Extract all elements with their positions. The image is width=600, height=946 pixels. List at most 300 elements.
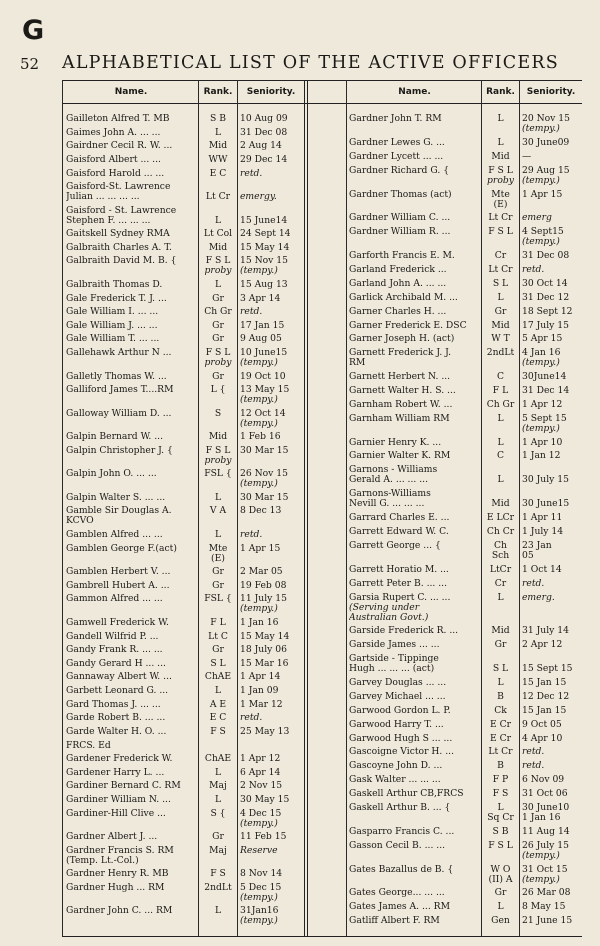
officer-name bbox=[349, 747, 480, 757]
officer-rank-line: Gr bbox=[212, 370, 224, 382]
officer-rank bbox=[482, 451, 519, 461]
officer-rank bbox=[482, 190, 519, 210]
officer-rank bbox=[482, 734, 519, 744]
officer-rank bbox=[482, 279, 519, 289]
section-letter: G bbox=[22, 15, 45, 46]
officer-rank-line: Ck bbox=[494, 704, 507, 716]
officer-name-line: (Serving under bbox=[349, 601, 420, 613]
officer-name bbox=[66, 869, 197, 879]
officer-rank-line: F S L bbox=[205, 347, 231, 359]
officer-name-line: Gamblen George F.(act) bbox=[66, 543, 177, 554]
officer-seniority-line: (tempy.) bbox=[240, 265, 278, 277]
header-name-left: Name. bbox=[114, 87, 148, 97]
officer-name bbox=[349, 803, 480, 813]
officer-seniority bbox=[240, 493, 304, 503]
officer-rank bbox=[199, 659, 237, 669]
officer-name-line: Gaisford Harold ... ... bbox=[66, 168, 165, 179]
officer-seniority bbox=[240, 348, 304, 368]
officer-seniority bbox=[522, 279, 582, 289]
officer-name-line: Gammon Alfred ... ... bbox=[66, 594, 163, 605]
officer-rank-line: V A bbox=[209, 505, 227, 517]
officer-rank bbox=[482, 888, 519, 898]
officer-seniority bbox=[522, 761, 582, 771]
officer-seniority-line: 31 Dec 14 bbox=[522, 385, 570, 396]
officer-seniority bbox=[522, 138, 582, 148]
officer-name-line: Australian Govt.) bbox=[349, 611, 429, 623]
officer-name bbox=[66, 243, 197, 253]
officer-name bbox=[349, 841, 480, 851]
officer-name-line: Gannaway Albert W. ... bbox=[66, 672, 172, 683]
officer-seniority bbox=[522, 489, 582, 509]
officer-seniority bbox=[522, 321, 582, 331]
officer-rank-line: Lt Col bbox=[203, 228, 233, 240]
officer-name-line: Garwood Gordon L. P. bbox=[349, 705, 451, 716]
officer-name-line: Garside Frederick R. ... bbox=[349, 626, 459, 637]
officer-name bbox=[349, 692, 480, 702]
officer-name-line: KCVO bbox=[66, 515, 94, 527]
officer-rank bbox=[199, 768, 237, 778]
officer-seniority bbox=[522, 227, 582, 247]
officer-seniority bbox=[522, 902, 582, 912]
officer-rank-line: F S bbox=[210, 725, 226, 737]
officer-seniority bbox=[522, 654, 582, 674]
officer-name bbox=[66, 141, 197, 151]
officer-name-line: Gandy Frank R. ... ... bbox=[66, 645, 163, 656]
officer-name bbox=[349, 348, 480, 368]
officer-name-line: Galletly Thomas W. ... bbox=[66, 371, 167, 382]
officer-seniority-line: 1 Mar 12 bbox=[240, 698, 283, 710]
officer-name-line: Gandy Gerard H ... ... bbox=[66, 658, 166, 669]
officer-seniority bbox=[240, 469, 304, 489]
officer-seniority-line: 26 Mar 08 bbox=[522, 887, 571, 899]
officer-rank-line: F S L bbox=[205, 255, 231, 267]
officer-rank-line: B bbox=[497, 690, 504, 702]
officer-name bbox=[349, 654, 480, 674]
officer-seniority bbox=[240, 385, 304, 405]
officer-seniority-line: 9 Oct 05 bbox=[522, 718, 562, 730]
officer-name-line: Julian ... ... ... ... bbox=[66, 191, 140, 202]
officer-rank bbox=[199, 530, 237, 540]
officer-name-line: Gardiner Bernard C. RM bbox=[66, 781, 181, 792]
officer-seniority-line: 18 Sept 12 bbox=[522, 305, 573, 317]
officer-name bbox=[349, 213, 480, 223]
officer-seniority bbox=[240, 169, 304, 179]
officer-rank bbox=[482, 654, 519, 674]
officer-seniority-line: 1 Feb 16 bbox=[240, 431, 281, 443]
officer-name bbox=[349, 734, 480, 744]
officer-rank-line: S bbox=[214, 407, 222, 419]
officer-name bbox=[66, 229, 197, 239]
officer-rank-line: W T bbox=[491, 333, 510, 345]
officer-rank-line: Ch bbox=[494, 539, 507, 551]
officer-name-line: Garsia Rupert C. ... ... bbox=[349, 592, 451, 603]
officer-name-line: Galbraith Thomas D. bbox=[66, 279, 163, 290]
officer-seniority-line: retd. bbox=[240, 306, 263, 318]
officer-seniority-line: 05 bbox=[522, 549, 534, 561]
officer-seniority bbox=[522, 213, 582, 223]
officer-name-line: Stephen F. ... ... ... bbox=[66, 214, 151, 226]
officer-seniority bbox=[522, 565, 582, 575]
officer-rank bbox=[482, 565, 519, 575]
officer-seniority-line: 8 Dec 13 bbox=[240, 505, 282, 517]
officer-rank bbox=[482, 114, 519, 124]
officer-rank bbox=[482, 152, 519, 162]
officer-seniority-line: 31 Dec 08 bbox=[522, 250, 570, 262]
officer-seniority bbox=[522, 734, 582, 744]
officer-rank-line: L bbox=[497, 136, 504, 148]
officer-name bbox=[349, 465, 480, 485]
officer-rank-line: proby bbox=[204, 454, 232, 466]
officer-name-line: Garrett Horatio M. ... bbox=[349, 564, 449, 575]
officer-name bbox=[66, 768, 197, 778]
officer-rank-line: 2ndLt bbox=[486, 347, 515, 359]
officer-rank bbox=[199, 632, 237, 642]
officer-name bbox=[66, 409, 197, 419]
officer-seniority bbox=[522, 114, 582, 134]
officer-rank bbox=[199, 795, 237, 805]
officer-rank bbox=[199, 645, 237, 655]
officer-rank bbox=[199, 832, 237, 842]
officer-rank-line: L bbox=[497, 474, 504, 486]
officer-rank bbox=[199, 741, 237, 751]
officer-name-line: Garside James ... ... bbox=[349, 640, 440, 651]
officer-rank bbox=[482, 747, 519, 757]
officer-rank-line: L bbox=[497, 677, 504, 689]
officer-seniority-line: 1 Jan 09 bbox=[240, 685, 279, 697]
officer-seniority-line: 29 Aug 15 bbox=[522, 164, 570, 176]
officer-name bbox=[66, 493, 197, 503]
officer-name-line: Garvey Michael ... ... bbox=[349, 691, 446, 702]
officer-rank-line: Gr bbox=[494, 305, 507, 317]
officer-seniority-line: 4 Jan 16 bbox=[522, 347, 561, 359]
officer-rank-line: Mid bbox=[208, 140, 228, 152]
officer-seniority bbox=[240, 128, 304, 138]
officer-name-line: Gandell Wilfrid P. ... bbox=[66, 631, 159, 642]
officer-seniority-line: (tempy.) bbox=[522, 849, 560, 861]
officer-rank-line: C bbox=[496, 371, 505, 383]
officer-seniority bbox=[240, 294, 304, 304]
officer-seniority bbox=[522, 334, 582, 344]
officer-seniority-line: 31 Dec 12 bbox=[522, 291, 570, 303]
officer-rank bbox=[482, 251, 519, 261]
officer-seniority bbox=[240, 659, 304, 669]
officer-name-line: Gardner Henry R. MB bbox=[66, 869, 169, 880]
officer-rank-line: L bbox=[214, 214, 222, 226]
officer-rank-line: 2ndLt bbox=[204, 881, 232, 893]
officer-seniority-line: 23 Jan bbox=[522, 539, 552, 551]
officer-name bbox=[66, 594, 197, 604]
officer-name-line: Gardner Albert J. ... bbox=[66, 832, 158, 843]
officer-seniority bbox=[522, 293, 582, 303]
officer-seniority bbox=[240, 256, 304, 276]
officer-name bbox=[66, 155, 197, 165]
header-bottom-rule bbox=[62, 103, 582, 104]
officer-rank-line: Gr bbox=[212, 831, 224, 843]
officer-name bbox=[349, 593, 480, 623]
officer-seniority-line: 30 June09 bbox=[522, 136, 570, 148]
officer-name bbox=[66, 321, 197, 331]
officer-seniority-line: 31 Dec 08 bbox=[240, 126, 288, 138]
officer-name bbox=[66, 334, 197, 344]
officer-name bbox=[349, 227, 480, 237]
officer-seniority bbox=[522, 152, 582, 162]
officer-name bbox=[349, 152, 480, 162]
officer-seniority bbox=[522, 386, 582, 396]
officer-name-line: Gairdner Cecil R. W. ... bbox=[66, 141, 173, 152]
officer-seniority-line: 8 Nov 14 bbox=[240, 868, 283, 880]
officer-seniority-line: 1 Apr 15 bbox=[522, 188, 563, 200]
officer-name-line: Hugh ... ... ... (act) bbox=[349, 663, 435, 675]
officer-seniority-line: 15 Jan 15 bbox=[522, 704, 567, 716]
officer-name-line: Galbraith David M. B. { bbox=[66, 256, 177, 267]
officer-rank bbox=[199, 506, 237, 516]
officer-name-line: Gasparro Francis C. ... bbox=[349, 826, 455, 837]
officer-seniority-line: 18 July 06 bbox=[240, 644, 287, 656]
officer-seniority bbox=[522, 720, 582, 730]
officer-name-line: Galpin John O. ... ... bbox=[66, 469, 157, 480]
officer-seniority bbox=[240, 906, 304, 926]
officer-name bbox=[349, 307, 480, 317]
officer-seniority-line: 31 July 14 bbox=[522, 625, 569, 637]
officer-name bbox=[349, 761, 480, 771]
officer-name bbox=[66, 659, 197, 669]
officer-name bbox=[66, 727, 197, 737]
officer-rank-line: L bbox=[497, 436, 504, 448]
officer-name-line: Gardner John C. ... RM bbox=[66, 906, 173, 917]
officer-seniority bbox=[522, 451, 582, 461]
officer-seniority bbox=[240, 618, 304, 628]
officer-name bbox=[66, 645, 197, 655]
officer-name bbox=[66, 256, 197, 266]
officer-name-line: Galloway William D. ... bbox=[66, 408, 172, 419]
officer-seniority-line: (tempy.) bbox=[522, 174, 560, 186]
officer-seniority bbox=[522, 692, 582, 702]
officer-name-line: Garner Joseph H. (act) bbox=[349, 334, 455, 345]
officer-seniority-line: 1 Apr 12 bbox=[240, 753, 281, 765]
officer-seniority-line: 10 June15 bbox=[240, 347, 288, 359]
officer-seniority-line: 30 Oct 14 bbox=[522, 277, 568, 289]
seniority-divider-right bbox=[519, 80, 520, 936]
officer-seniority-line: 12 Dec 12 bbox=[522, 690, 570, 702]
officer-rank bbox=[199, 906, 237, 916]
officer-seniority-line: 8 May 15 bbox=[522, 901, 566, 913]
officer-seniority-line: 13 May 15 bbox=[240, 384, 290, 396]
officer-rank-line: F S L bbox=[488, 226, 513, 238]
officer-seniority-line: (tempy.) bbox=[522, 236, 560, 248]
officer-name bbox=[349, 513, 480, 523]
officer-seniority-line: 1 Apr 15 bbox=[240, 542, 281, 554]
officer-seniority bbox=[522, 803, 582, 823]
officer-rank bbox=[199, 280, 237, 290]
officer-rank bbox=[482, 626, 519, 636]
officer-seniority-line: 6 Nov 09 bbox=[522, 774, 565, 786]
officer-name bbox=[66, 618, 197, 628]
officer-rank bbox=[482, 227, 519, 237]
officer-name-line: Garlick Archibald M. ... bbox=[349, 292, 458, 303]
header-rank-left: Rank. bbox=[203, 87, 233, 97]
officer-rank-line: Ch Gr bbox=[204, 306, 232, 318]
officer-seniority-line: 15 Nov 15 bbox=[240, 255, 288, 267]
officer-name-line: Garnham William RM bbox=[349, 413, 450, 424]
officer-seniority bbox=[240, 182, 304, 202]
officer-name bbox=[349, 489, 480, 509]
officer-rank-line: Gr bbox=[212, 579, 224, 591]
officer-seniority bbox=[240, 869, 304, 879]
officer-name bbox=[349, 166, 480, 176]
officer-rank bbox=[482, 348, 519, 358]
officer-name-line: Galpin Christopher J. { bbox=[66, 445, 173, 456]
officer-rank-line: Gr bbox=[212, 644, 224, 656]
officer-rank-line: F L bbox=[210, 616, 226, 628]
officer-name bbox=[349, 321, 480, 331]
officer-seniority bbox=[522, 348, 582, 368]
officer-seniority-line: 2 Aug 14 bbox=[240, 140, 282, 152]
officer-rank bbox=[482, 372, 519, 382]
officer-rank bbox=[482, 865, 519, 885]
officer-name-line: Gamble Sir Douglas A. bbox=[66, 506, 172, 517]
officer-seniority bbox=[522, 438, 582, 448]
officer-name bbox=[66, 169, 197, 179]
officer-rank-line: S L bbox=[492, 663, 509, 675]
officer-seniority-line: emerg bbox=[522, 212, 552, 224]
officer-rank-line: E LCr bbox=[486, 512, 515, 524]
officer-name bbox=[66, 700, 197, 710]
officer-rank bbox=[199, 206, 237, 226]
officer-seniority-line: emergy. bbox=[240, 191, 277, 203]
officer-name-line: Nevill G. ... ... ... bbox=[349, 498, 425, 510]
officer-name bbox=[66, 809, 197, 819]
officer-rank-line: E Cr bbox=[489, 718, 512, 730]
officer-seniority-line: (tempy.) bbox=[240, 394, 278, 406]
officer-rank-line: Gen bbox=[491, 915, 510, 927]
officer-name-line: Gardiner-Hill Clive ... bbox=[66, 808, 166, 819]
officer-seniority-line: retd. bbox=[240, 529, 263, 540]
officer-name-line: Gamwell Frederick W. bbox=[66, 617, 169, 628]
officer-rank-line: Lt C bbox=[208, 630, 228, 642]
officer-name-line: Gatliff Albert F. RM bbox=[349, 916, 440, 927]
officer-name-line: Garner Charles H. ... bbox=[349, 306, 447, 317]
officer-rank bbox=[199, 385, 237, 395]
page-number: 52 bbox=[20, 55, 40, 73]
officer-rank-line: proby bbox=[487, 174, 514, 186]
officer-seniority bbox=[522, 190, 582, 200]
officer-seniority bbox=[240, 686, 304, 696]
officer-seniority-line: 2 Nov 15 bbox=[240, 780, 283, 792]
officer-rank bbox=[482, 579, 519, 589]
officer-rank-line: Sq Cr bbox=[487, 811, 514, 823]
officer-rank bbox=[482, 916, 519, 926]
officer-seniority bbox=[240, 155, 304, 165]
officer-rank-line: Cr bbox=[494, 577, 507, 589]
officer-name-line: Garnons-Williams bbox=[349, 489, 431, 500]
officer-rank-line: LtCr bbox=[489, 563, 512, 575]
officer-seniority-line: 1 Apr 11 bbox=[522, 512, 563, 524]
officer-seniority-line: 15 June14 bbox=[240, 214, 288, 226]
officer-name bbox=[66, 754, 197, 764]
officer-name-line: Garrard Charles E. ... bbox=[349, 513, 450, 524]
officer-rank bbox=[199, 469, 237, 479]
officer-rank-line: L bbox=[497, 113, 504, 124]
officer-name bbox=[349, 114, 480, 124]
officer-rank bbox=[199, 581, 237, 591]
officer-name-line: Gaitskell Sydney RMA bbox=[66, 229, 170, 240]
officer-seniority bbox=[240, 645, 304, 655]
page-title: ALPHABETICAL LIST OF THE ACTIVE OFFICERS bbox=[62, 53, 559, 73]
officer-name-line: Garrett Edward W. C. bbox=[349, 527, 449, 538]
officer-rank-line: E C bbox=[209, 167, 227, 179]
officer-rank-line: Sch bbox=[491, 549, 510, 561]
officer-seniority bbox=[240, 372, 304, 382]
officer-name-line: Garrett George ... { bbox=[349, 540, 441, 551]
officer-name-line: Gardner William R. ... bbox=[349, 227, 451, 238]
officer-name-line: Gale William I. ... ... bbox=[66, 307, 159, 318]
officer-name-line: Gartside - Tippinge bbox=[349, 654, 439, 665]
officer-seniority-line: 2 Mar 05 bbox=[240, 566, 283, 578]
officer-name bbox=[66, 506, 197, 526]
header-rank-right: Rank. bbox=[486, 87, 515, 97]
officer-rank-line: Ch Cr bbox=[486, 526, 515, 538]
officer-rank bbox=[199, 141, 237, 151]
officer-rank-line: L bbox=[497, 901, 504, 913]
officer-rank-line: L bbox=[214, 766, 222, 778]
officer-seniority-line: (tempy.) bbox=[240, 603, 278, 615]
officer-rank-line: (E) bbox=[493, 198, 508, 210]
officer-name bbox=[66, 567, 197, 577]
officer-name-line: Gates James A. ... RM bbox=[349, 902, 451, 913]
officer-seniority bbox=[522, 678, 582, 688]
officer-rank-line: Mid bbox=[491, 625, 510, 637]
officer-seniority bbox=[522, 865, 582, 885]
officer-seniority-line: 17 July 15 bbox=[522, 319, 569, 331]
officer-name-line: Garde Robert B. ... ... bbox=[66, 713, 166, 724]
officer-name-line: Garrett Peter B. ... ... bbox=[349, 578, 448, 589]
officer-seniority-line: (tempy.) bbox=[240, 417, 278, 429]
officer-rank-line: Gr bbox=[494, 639, 507, 651]
officer-rank bbox=[199, 155, 237, 165]
officer-seniority bbox=[522, 706, 582, 716]
officer-rank-line: (E) bbox=[211, 552, 225, 564]
officer-name-line: Garforth Francis E. M. bbox=[349, 251, 455, 262]
officer-name bbox=[66, 846, 197, 866]
officer-seniority bbox=[240, 883, 304, 903]
officer-seniority-line: retd. bbox=[240, 712, 263, 724]
officer-seniority bbox=[522, 640, 582, 650]
officer-name-line: FRCS. Ed bbox=[66, 740, 111, 751]
officer-rank bbox=[482, 265, 519, 275]
officer-seniority bbox=[240, 334, 304, 344]
officer-name-line: Gask Walter ... ... ... bbox=[349, 775, 441, 786]
officer-rank-line: Lt Cr bbox=[488, 264, 513, 276]
officer-seniority-line: 30 July 15 bbox=[522, 474, 569, 486]
officer-rank bbox=[199, 618, 237, 628]
officer-name-line: Garbett Leonard G. ... bbox=[66, 686, 169, 696]
officer-seniority bbox=[240, 754, 304, 764]
officer-name bbox=[349, 414, 480, 424]
officer-name bbox=[66, 280, 197, 290]
officer-seniority bbox=[240, 727, 304, 737]
officer-name-line: Gardner Richard G. { bbox=[349, 165, 450, 176]
officer-seniority bbox=[522, 827, 582, 837]
officer-seniority bbox=[522, 775, 582, 785]
left-border bbox=[62, 80, 63, 936]
officer-rank bbox=[199, 846, 237, 856]
officer-seniority bbox=[522, 251, 582, 261]
officer-seniority bbox=[240, 809, 304, 829]
officer-seniority-line: 5 Apr 15 bbox=[522, 333, 563, 345]
header-top-rule bbox=[62, 80, 582, 81]
officer-rank bbox=[482, 489, 519, 509]
officer-rank-line: Gr bbox=[494, 887, 507, 899]
